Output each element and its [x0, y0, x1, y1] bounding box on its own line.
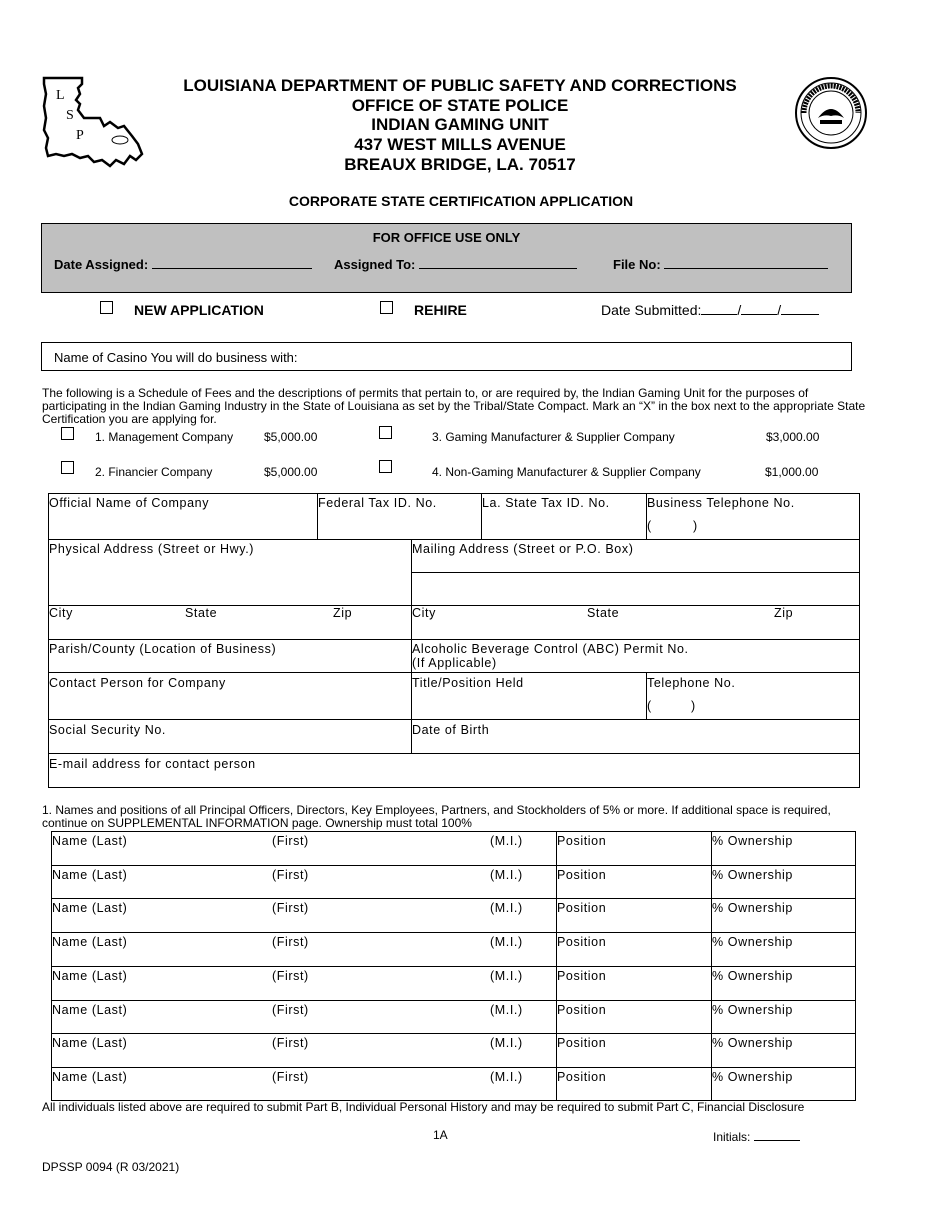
date-slash-2: / — [777, 302, 782, 318]
name-last-cell[interactable]: Name (Last) — [52, 1003, 128, 1017]
new-application-checkbox[interactable] — [100, 301, 113, 314]
abc-applicable-note: (If Applicable) — [412, 656, 497, 670]
rehire-label: REHIRE — [414, 302, 467, 318]
header-line-3: INDIAN GAMING UNIT — [371, 115, 549, 134]
file-no-label: File No: — [613, 257, 661, 272]
position-cell[interactable]: Position — [557, 1070, 607, 1084]
gaming-manufacturer-checkbox[interactable] — [379, 426, 392, 439]
ownership-cell[interactable]: % Ownership — [712, 868, 793, 882]
name-first-cell[interactable]: (First) — [272, 935, 309, 949]
name-last-cell[interactable]: Name (Last) — [52, 901, 128, 915]
non-gaming-manufacturer-checkbox[interactable] — [379, 460, 392, 473]
assigned-to-line — [419, 256, 577, 269]
header-line-1: LOUISIANA DEPARTMENT OF PUBLIC SAFETY AND CORRECTIONS — [183, 76, 737, 95]
date-submitted-day-line — [741, 302, 777, 315]
name-mi-cell[interactable]: (M.I.) — [490, 1003, 523, 1017]
fee-label-1: 1. Management Company — [95, 430, 234, 444]
physical-address-field[interactable]: Physical Address (Street or Hwy.) — [49, 542, 255, 556]
date-assigned-line — [152, 256, 312, 269]
rehire-checkbox[interactable] — [380, 301, 393, 314]
physical-state-field[interactable]: State — [185, 606, 218, 620]
contact-telephone-field[interactable]: Telephone No. — [647, 676, 736, 690]
mailing-state-field[interactable]: State — [587, 606, 620, 620]
header-line-5: BREAUX BRIDGE, LA. 70517 — [344, 155, 576, 174]
office-use-caption: FOR OFFICE USE ONLY — [372, 230, 521, 245]
ownership-cell[interactable]: % Ownership — [712, 935, 793, 949]
mailing-zip-field[interactable]: Zip — [774, 606, 794, 620]
page-number: 1A — [433, 1128, 448, 1142]
mailing-address-field[interactable]: Mailing Address (Street or P.O. Box) — [412, 542, 634, 556]
assigned-to-label: Assigned To: — [334, 257, 416, 272]
form-title: CORPORATE STATE CERTIFICATION APPLICATION — [288, 193, 634, 209]
la-state-tax-id-field[interactable]: La. State Tax ID. No. — [482, 496, 610, 510]
principals-instructions: 1. Names and positions of all Principal Officers, Directors, Key Employees, Partners, and Stockholders of 5% or more. If additional space is required, continue on SUPPLEMENTAL INFORMATION page. Ownership must total 100% — [42, 803, 831, 830]
name-last-cell[interactable]: Name (Last) — [52, 935, 128, 949]
date-submitted-year-line — [781, 302, 819, 315]
position-cell[interactable]: Position — [557, 1003, 607, 1017]
name-last-cell[interactable]: Name (Last) — [52, 969, 128, 983]
logo-letter-l: L — [56, 88, 65, 103]
state-seal — [794, 76, 868, 150]
casino-name-field[interactable] — [41, 342, 852, 371]
fee-label-4: 4. Non-Gaming Manufacturer & Supplier Company — [432, 465, 701, 479]
name-last-cell[interactable]: Name (Last) — [52, 834, 128, 848]
contact-person-field[interactable]: Contact Person for Company — [49, 676, 226, 690]
initials-line — [754, 1128, 800, 1141]
fee-label-3: 3. Gaming Manufacturer & Supplier Company — [432, 430, 675, 444]
position-cell[interactable]: Position — [557, 834, 607, 848]
logo-letter-p: P — [76, 128, 84, 143]
name-first-cell[interactable]: (First) — [272, 1070, 309, 1084]
position-cell[interactable]: Position — [557, 1036, 607, 1050]
louisiana-seal-icon — [794, 76, 868, 150]
header-line-4: 437 WEST MILLS AVENUE — [354, 135, 566, 154]
office-use-box — [41, 223, 852, 293]
federal-tax-id-field[interactable]: Federal Tax ID. No. — [318, 496, 437, 510]
title-position-field[interactable]: Title/Position Held — [412, 676, 524, 690]
name-first-cell[interactable]: (First) — [272, 834, 309, 848]
ownership-cell[interactable]: % Ownership — [712, 1003, 793, 1017]
position-cell[interactable]: Position — [557, 901, 607, 915]
ownership-cell[interactable]: % Ownership — [712, 1036, 793, 1050]
name-first-cell[interactable]: (First) — [272, 868, 309, 882]
position-cell[interactable]: Position — [557, 969, 607, 983]
fee-amount-2: $5,000.00 — [264, 465, 318, 479]
name-mi-cell[interactable]: (M.I.) — [490, 969, 523, 983]
principals-footer-note: All individuals listed above are required to submit Part B, Individual Personal History and may be required to submit Part C, Financial Disclosure — [42, 1100, 805, 1114]
ownership-cell[interactable]: % Ownership — [712, 1070, 793, 1084]
date-assigned-label: Date Assigned: — [54, 257, 149, 272]
header-line-2: OFFICE OF STATE POLICE — [351, 96, 569, 115]
name-mi-cell[interactable]: (M.I.) — [490, 935, 523, 949]
name-mi-cell[interactable]: (M.I.) — [490, 1036, 523, 1050]
physical-city-field[interactable]: City — [49, 606, 73, 620]
parish-county-field[interactable]: Parish/County (Location of Business) — [49, 642, 277, 656]
company-info-grid — [48, 493, 860, 788]
date-submitted-label: Date Submitted: — [601, 302, 702, 318]
date-assigned-field[interactable] — [54, 256, 312, 272]
name-last-cell[interactable]: Name (Last) — [52, 1036, 128, 1050]
email-field[interactable]: E-mail address for contact person — [49, 757, 256, 771]
initials-label: Initials: — [713, 1130, 751, 1144]
name-last-cell[interactable]: Name (Last) — [52, 868, 128, 882]
official-name-field[interactable]: Official Name of Company — [49, 496, 210, 510]
contact-phone-paren-close: ) — [691, 699, 696, 713]
name-mi-cell[interactable]: (M.I.) — [490, 1070, 523, 1084]
form-id: DPSSP 0094 (R 03/2021) — [42, 1160, 180, 1174]
fee-label-2: 2. Financier Company — [95, 465, 213, 479]
logo-letter-s: S — [66, 108, 74, 123]
name-first-cell[interactable]: (First) — [272, 901, 309, 915]
date-submitted-field[interactable] — [601, 302, 819, 318]
name-last-cell[interactable]: Name (Last) — [52, 1070, 128, 1084]
business-phone-paren-open: ( — [647, 519, 652, 533]
name-mi-cell[interactable]: (M.I.) — [490, 868, 523, 882]
social-security-field[interactable]: Social Security No. — [49, 723, 166, 737]
file-no-line — [664, 256, 828, 269]
fees-paragraph: The following is a Schedule of Fees and the descriptions of permits that pertain to, or are required by, the Indian Gaming Unit for the purposes of participating in the Indian Gaming Industry in the State of Louisiana as set by the Tribal/State Compact. Mark an “X” in the box next to the appropriate State Certification you are applying for. — [42, 386, 866, 426]
name-first-cell[interactable]: (First) — [272, 1036, 309, 1050]
ownership-cell[interactable]: % Ownership — [712, 901, 793, 915]
date-slash-1: / — [737, 302, 742, 318]
new-application-label: NEW APPLICATION — [134, 302, 264, 318]
initials-field[interactable] — [713, 1128, 800, 1144]
abc-permit-field[interactable]: Alcoholic Beverage Control (ABC) Permit No. — [412, 642, 689, 656]
contact-phone-paren-open: ( — [647, 699, 652, 713]
fee-amount-4: $1,000.00 — [765, 465, 819, 479]
file-no-field[interactable] — [613, 256, 828, 272]
financier-company-checkbox[interactable] — [61, 461, 74, 474]
name-first-cell[interactable]: (First) — [272, 1003, 309, 1017]
lsp-logo — [38, 74, 148, 170]
casino-name-label: Name of Casino You will do business with: — [54, 350, 298, 365]
business-phone-paren-close: ) — [693, 519, 698, 533]
fee-amount-3: $3,000.00 — [766, 430, 820, 444]
ownership-cell[interactable]: % Ownership — [712, 969, 793, 983]
fee-amount-1: $5,000.00 — [264, 430, 318, 444]
position-cell[interactable]: Position — [557, 935, 607, 949]
date-submitted-month-line — [701, 302, 737, 315]
name-mi-cell[interactable]: (M.I.) — [490, 901, 523, 915]
name-first-cell[interactable]: (First) — [272, 969, 309, 983]
mailing-city-field[interactable]: City — [412, 606, 436, 620]
physical-zip-field[interactable]: Zip — [333, 606, 353, 620]
date-of-birth-field[interactable]: Date of Birth — [412, 723, 490, 737]
management-company-checkbox[interactable] — [61, 427, 74, 440]
name-mi-cell[interactable]: (M.I.) — [490, 834, 523, 848]
position-cell[interactable]: Position — [557, 868, 607, 882]
business-telephone-field[interactable]: Business Telephone No. — [647, 496, 795, 510]
ownership-cell[interactable]: % Ownership — [712, 834, 793, 848]
assigned-to-field[interactable] — [334, 256, 577, 272]
louisiana-map-icon — [38, 74, 148, 170]
